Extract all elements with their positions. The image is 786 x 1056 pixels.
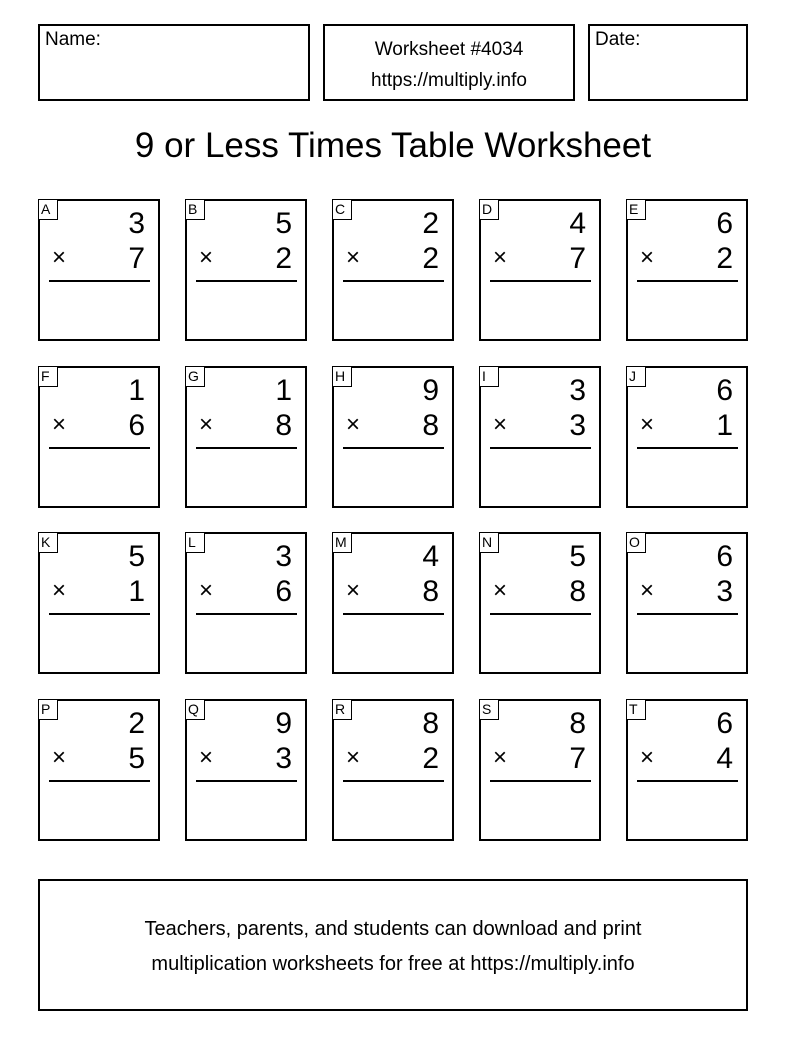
- problem-letter: M: [332, 532, 352, 553]
- multiplier: 1: [716, 409, 733, 442]
- problem-card: [332, 366, 454, 508]
- problem-letter: G: [185, 366, 205, 387]
- times-sign: ×: [640, 244, 655, 271]
- problem-card: [38, 532, 160, 674]
- problem-card: [332, 532, 454, 674]
- problem-card: [185, 532, 307, 674]
- problem-card: [185, 366, 307, 508]
- multiplicand: 2: [128, 707, 145, 740]
- times-sign: ×: [640, 577, 655, 604]
- multiplier: 8: [422, 575, 439, 608]
- times-sign: ×: [346, 244, 361, 271]
- answer-line: [49, 280, 150, 282]
- problem-card: [38, 199, 160, 341]
- problem-letter: R: [332, 699, 352, 720]
- multiplicand: 6: [716, 540, 733, 573]
- answer-line: [343, 613, 444, 615]
- times-sign: ×: [493, 244, 508, 271]
- answer-line: [343, 780, 444, 782]
- multiplier: 8: [422, 409, 439, 442]
- problem-card: [332, 199, 454, 341]
- problem-letter: N: [479, 532, 499, 553]
- answer-line: [196, 780, 297, 782]
- problem-letter: Q: [185, 699, 205, 720]
- multiplier: 6: [275, 575, 292, 608]
- name-box: [38, 24, 310, 101]
- problem-letter: J: [626, 366, 646, 387]
- date-box: [588, 24, 748, 101]
- times-sign: ×: [52, 744, 67, 771]
- problem-card: [38, 366, 160, 508]
- problem-card: [185, 699, 307, 841]
- problem-letter: F: [38, 366, 58, 387]
- problem-card: [626, 199, 748, 341]
- times-sign: ×: [346, 411, 361, 438]
- problem-card: [479, 699, 601, 841]
- times-sign: ×: [199, 577, 214, 604]
- answer-line: [49, 447, 150, 449]
- multiplier: 3: [275, 742, 292, 775]
- problem-letter: H: [332, 366, 352, 387]
- multiplier: 8: [569, 575, 586, 608]
- answer-line: [490, 613, 591, 615]
- times-sign: ×: [493, 577, 508, 604]
- answer-line: [637, 780, 738, 782]
- problem-letter: E: [626, 199, 646, 220]
- multiplier: 4: [716, 742, 733, 775]
- problem-letter: D: [479, 199, 499, 220]
- multiplicand: 5: [275, 207, 292, 240]
- multiplicand: 8: [569, 707, 586, 740]
- page-title: 9 or Less Times Table Worksheet: [134, 126, 652, 165]
- answer-line: [490, 447, 591, 449]
- multiplicand: 6: [716, 707, 733, 740]
- problem-letter: O: [626, 532, 646, 553]
- multiplicand: 1: [275, 374, 292, 407]
- answer-line: [49, 613, 150, 615]
- answer-line: [196, 280, 297, 282]
- problem-card: [479, 532, 601, 674]
- multiplicand: 2: [422, 207, 439, 240]
- problem-card: [332, 699, 454, 841]
- times-sign: ×: [346, 744, 361, 771]
- multiplicand: 5: [569, 540, 586, 573]
- answer-line: [637, 613, 738, 615]
- multiplicand: 9: [422, 374, 439, 407]
- worksheet-number: Worksheet #4034: [374, 39, 524, 60]
- multiplier: 1: [128, 575, 145, 608]
- times-sign: ×: [493, 411, 508, 438]
- problem-card: [626, 366, 748, 508]
- problem-letter: I: [479, 366, 499, 387]
- answer-line: [343, 280, 444, 282]
- problem-letter: A: [38, 199, 58, 220]
- footer-line-1: Teachers, parents, and students can download and print: [144, 918, 642, 940]
- times-sign: ×: [346, 577, 361, 604]
- multiplier: 3: [716, 575, 733, 608]
- name-label: Name:: [45, 29, 101, 50]
- problem-letter: K: [38, 532, 58, 553]
- times-sign: ×: [493, 744, 508, 771]
- problem-card: [479, 199, 601, 341]
- problem-card: [185, 199, 307, 341]
- answer-line: [490, 780, 591, 782]
- multiplier: 2: [275, 242, 292, 275]
- times-sign: ×: [199, 244, 214, 271]
- multiplicand: 4: [569, 207, 586, 240]
- worksheet-url: https://multiply.info: [371, 70, 527, 91]
- answer-line: [196, 447, 297, 449]
- multiplier: 2: [422, 242, 439, 275]
- multiplier: 5: [128, 742, 145, 775]
- multiplicand: 6: [716, 207, 733, 240]
- worksheet-info-box: [323, 24, 575, 101]
- answer-line: [343, 447, 444, 449]
- times-sign: ×: [52, 244, 67, 271]
- problem-letter: C: [332, 199, 352, 220]
- answer-line: [49, 780, 150, 782]
- times-sign: ×: [640, 744, 655, 771]
- times-sign: ×: [199, 411, 214, 438]
- multiplicand: 8: [422, 707, 439, 740]
- answer-line: [490, 280, 591, 282]
- multiplier: 7: [128, 242, 145, 275]
- problem-letter: T: [626, 699, 646, 720]
- problem-card: [38, 699, 160, 841]
- multiplier: 6: [128, 409, 145, 442]
- date-label: Date:: [595, 29, 641, 50]
- times-sign: ×: [640, 411, 655, 438]
- problem-letter: L: [185, 532, 205, 553]
- multiplicand: 3: [275, 540, 292, 573]
- multiplicand: 4: [422, 540, 439, 573]
- times-sign: ×: [199, 744, 214, 771]
- multiplier: 7: [569, 742, 586, 775]
- answer-line: [637, 447, 738, 449]
- times-sign: ×: [52, 577, 67, 604]
- multiplicand: 3: [128, 207, 145, 240]
- problem-card: [626, 532, 748, 674]
- multiplier: 2: [716, 242, 733, 275]
- multiplier: 3: [569, 409, 586, 442]
- problem-card: [626, 699, 748, 841]
- footer-box: [38, 879, 748, 1011]
- multiplicand: 5: [128, 540, 145, 573]
- multiplicand: 6: [716, 374, 733, 407]
- answer-line: [637, 280, 738, 282]
- problem-letter: B: [185, 199, 205, 220]
- times-sign: ×: [52, 411, 67, 438]
- multiplier: 2: [422, 742, 439, 775]
- multiplier: 7: [569, 242, 586, 275]
- footer-line-2: multiplication worksheets for free at https://multiply.info: [151, 953, 635, 975]
- answer-line: [196, 613, 297, 615]
- problem-letter: P: [38, 699, 58, 720]
- problem-letter: S: [479, 699, 499, 720]
- multiplicand: 1: [128, 374, 145, 407]
- multiplicand: 9: [275, 707, 292, 740]
- multiplier: 8: [275, 409, 292, 442]
- problem-card: [479, 366, 601, 508]
- multiplicand: 3: [569, 374, 586, 407]
